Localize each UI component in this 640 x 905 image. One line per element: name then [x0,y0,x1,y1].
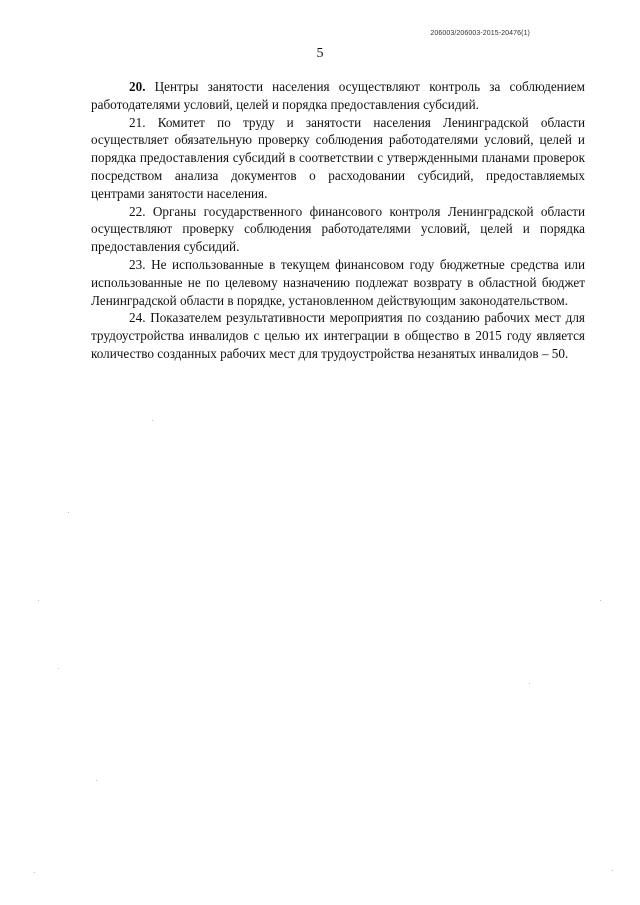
document-body [91,78,585,363]
paragraph-text: Комитет по труду и занятости населения Ленинградской области осуществляет обязательную проверку соблюдения работодателями условий, целей и порядка предоставления субсидий в соответствии с утвержденными планами проверок посредством анализа документов о расходовании субсидий, предоставляемых центрами занятости населения. [91,114,585,201]
paragraph-number: 20. [129,79,146,94]
paragraph-text: Не использованные в текущем финансовом году бюджетные средства или использованные не по целевому назначению подлежат возврату в областной бюджет Ленинградской области в порядке, установленном действующим законодательством. [91,256,586,308]
paragraph-number: 24. [129,310,146,326]
paragraph-24 [91,309,585,362]
paragraph-text: Органы государственного финансового контроля Ленинградской области осуществляют проверку соблюдения работодателями условий, целей и порядка предоставления субсидий. [91,203,586,255]
scan-speck [68,512,69,513]
scan-speck [38,600,39,601]
scan-speck [152,420,153,421]
scan-speck [34,872,35,873]
paragraph-23 [91,256,585,309]
paragraph-22 [91,203,585,256]
paragraph-number: 21. [129,114,146,130]
scan-speck [600,600,601,601]
scan-speck [96,780,97,781]
paragraph-text: Центры занятости населения осуществляют контроль за соблюдением работодателями условий, целей и порядка предоставления субсидий. [91,79,585,112]
page-number: 5 [316,46,324,61]
registration-code: 206003/206003-2015-20476(1) [430,30,530,37]
scan-speck [612,870,613,871]
paragraph-text: Показателем результативности мероприятия по созданию рабочих мест для трудоустройства инвалидов с целью их интеграции в общество в 2015 году является количество созданных рабочих мест для трудоустройства незанятых инвалидов – 50. [91,310,585,361]
scan-speck [58,668,59,669]
paragraph-20 [91,78,585,114]
scan-speck [529,683,530,684]
paragraph-number: 22. [129,203,146,219]
paragraph-number: 23. [129,256,146,272]
paragraph-21 [91,114,585,203]
